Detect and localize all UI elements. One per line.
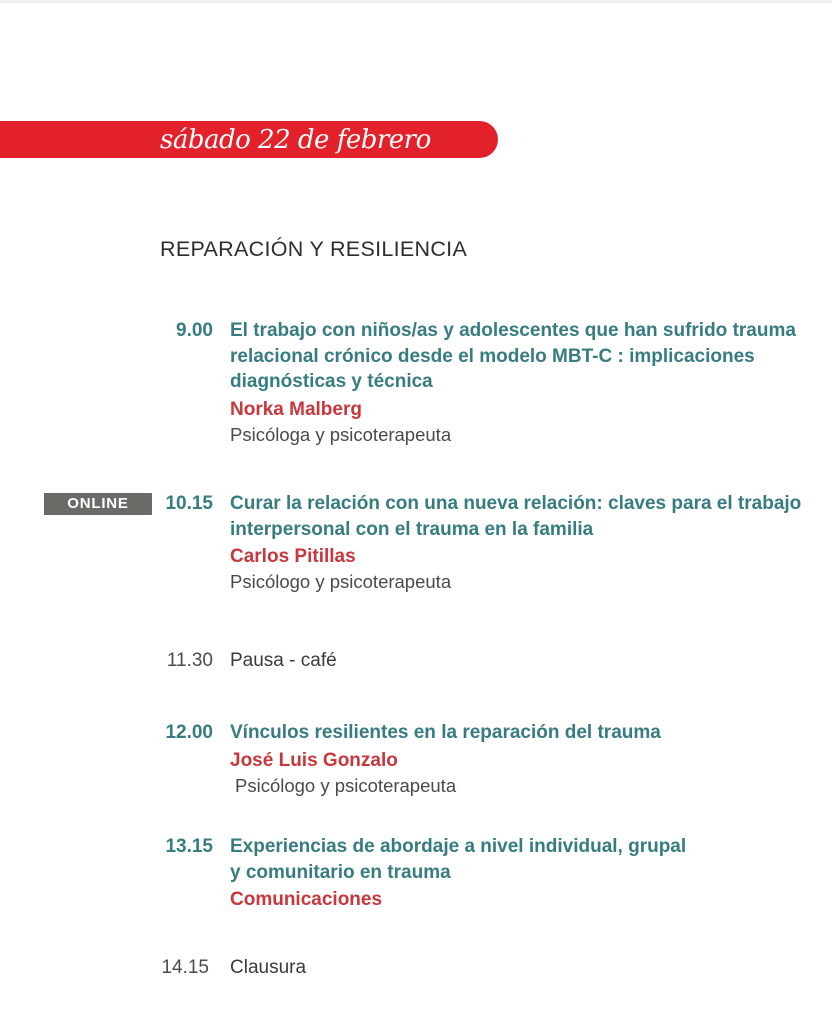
schedule-entry-1200 — [230, 720, 810, 799]
time-slot-1315: 13.15 — [165, 836, 213, 857]
schedule-entry-1015 — [230, 491, 810, 595]
break-label: Pausa - café — [230, 650, 337, 671]
talk-title-line-2: y comunitario en trauma — [230, 861, 451, 883]
schedule-entry-1315 — [230, 834, 810, 912]
speaker-name: Comunicaciones — [230, 889, 383, 910]
time-slot-1130: 11.30 — [166, 650, 213, 671]
section-title: REPARACIÓN Y RESILIENCIA — [160, 237, 468, 261]
time-slot-1415: 14.15 — [161, 957, 209, 978]
closing-label: Clausura — [230, 957, 307, 978]
talk-title: El trabajo con niños/as y adolescentes que han sufrido trauma relacional crónico desde el modelo MBT-C : implicaciones diagnósticas y técnica — [230, 320, 796, 392]
time-slot-1200: 12.00 — [165, 722, 213, 743]
speaker-name: Carlos Pitillas — [230, 546, 356, 567]
speaker-role: Psicólogo y psicoterapeuta — [235, 774, 457, 796]
date-title: sábado 22 de febrero — [160, 125, 431, 155]
speaker-name: Norka Malberg — [230, 398, 362, 420]
online-badge: ONLINE — [44, 493, 152, 515]
time-slot-1015: 10.15 — [165, 493, 213, 514]
talk-title: Vínculos resilientes en la reparación del trauma — [230, 722, 661, 743]
talk-title: Curar la relación con una nueva relación: claves para el trabajo interpersonal con el trauma en la familia — [230, 493, 802, 540]
schedule-entry-0900 — [230, 318, 810, 448]
speaker-role: Psicólogo y psicoterapeuta — [230, 571, 452, 592]
top-divider — [0, 0, 832, 3]
speaker-role: Psicóloga y psicoterapeuta — [230, 423, 452, 445]
time-slot-0900: 9.00 — [176, 320, 213, 341]
speaker-name: José Luis Gonzalo — [230, 749, 398, 771]
talk-title-line-1: Experiencias de abordaje a nivel individual, grupal — [230, 836, 687, 857]
